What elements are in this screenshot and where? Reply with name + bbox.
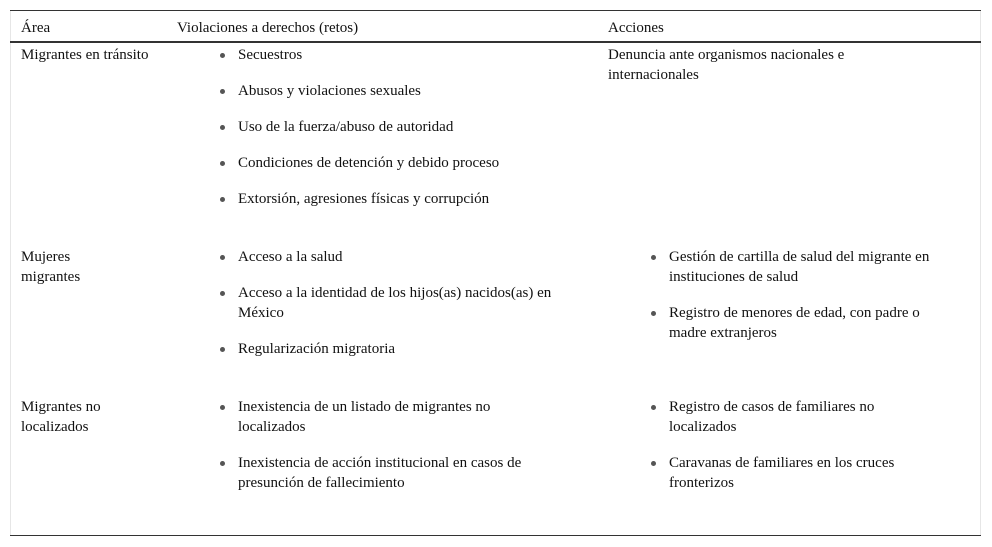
row-1-violaciones-list <box>220 45 565 225</box>
list-item: Caravanas de familiares en los cruces fronterizos <box>651 453 911 493</box>
row-1-area: Migrantes en tránsito <box>21 47 149 63</box>
table-header-row <box>10 11 981 43</box>
row-2-acciones-list <box>651 247 951 359</box>
header-area: Área <box>21 20 51 36</box>
rights-table <box>10 10 981 536</box>
list-item: Acceso a la salud <box>220 247 565 267</box>
list-item: Acceso a la identidad de los hijos(as) nacidos(as) en México <box>220 283 565 323</box>
list-item: Inexistencia de un listado de migrantes no localizados <box>220 397 540 437</box>
row-1-acciones: Denuncia ante organismos nacionales e internacionales <box>608 47 845 83</box>
row-3-acciones-list <box>651 397 911 509</box>
header-acciones: Acciones <box>608 20 664 36</box>
list-item: Secuestros <box>220 45 565 65</box>
row-3-area: Migrantes no localizados <box>21 399 101 435</box>
list-item: Extorsión, agresiones físicas y corrupción <box>220 189 565 209</box>
list-item: Registro de menores de edad, con padre o madre extranjeros <box>651 303 951 343</box>
list-item: Condiciones de detención y debido proceso <box>220 153 565 173</box>
list-item: Inexistencia de acción institucional en casos de presunción de fallecimiento <box>220 453 540 493</box>
list-item: Gestión de cartilla de salud del migrante en instituciones de salud <box>651 247 951 287</box>
list-item: Abusos y violaciones sexuales <box>220 81 565 101</box>
row-2-area: Mujeres migrantes <box>21 249 81 285</box>
list-item: Registro de casos de familiares no localizados <box>651 397 911 437</box>
list-item: Regularización migratoria <box>220 339 565 359</box>
header-violaciones: Violaciones a derechos (retos) <box>177 20 359 36</box>
row-2-violaciones-list <box>220 247 565 375</box>
row-3-violaciones-list <box>220 397 540 509</box>
list-item: Uso de la fuerza/abuso de autoridad <box>220 117 565 137</box>
